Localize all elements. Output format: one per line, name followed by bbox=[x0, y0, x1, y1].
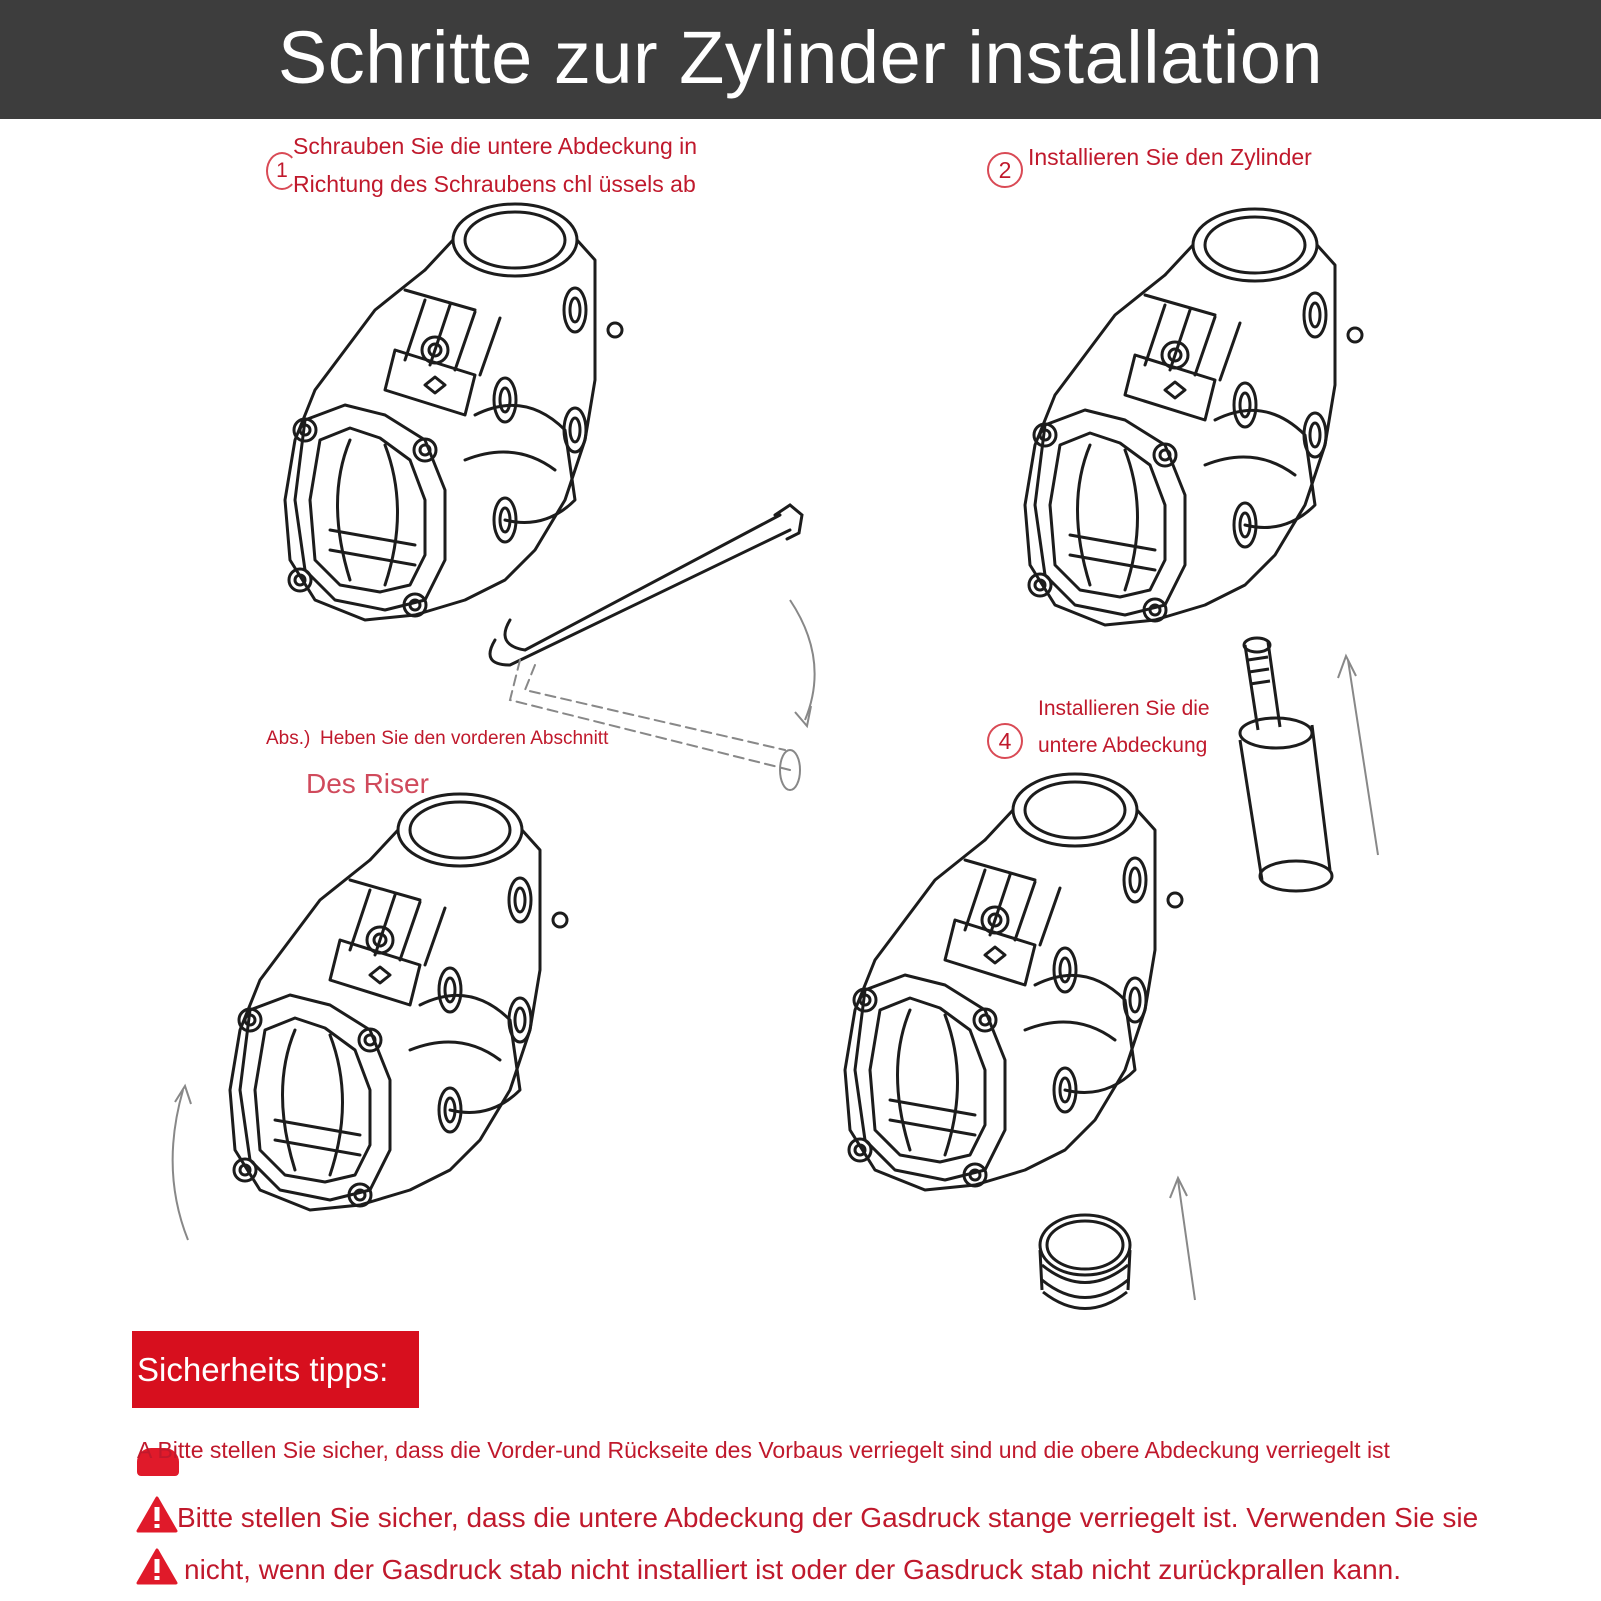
arrow-icon bbox=[790, 600, 815, 720]
step-4-text-line2: untere Abdeckung bbox=[1038, 734, 1208, 757]
stem-illustration-1 bbox=[285, 204, 622, 620]
step-1-text-line1: Schrauben Sie die untere Abdeckung in bbox=[293, 133, 698, 159]
step-4-text-line1: Installieren Sie die bbox=[1038, 697, 1210, 720]
stem-illustration-4 bbox=[845, 774, 1182, 1190]
step-1-text-line2: Richtung des Schraubens chl üssels ab bbox=[293, 171, 696, 197]
step-number-2: 2 bbox=[987, 152, 1023, 188]
warning-icon bbox=[136, 1548, 178, 1586]
arrow-icon bbox=[1178, 1180, 1195, 1300]
safety-tip-1: A Bitte stellen Sie sicher, dass die Vorder-und Rückseite des Vorbaus verriegelt sind und die obere Abdeckung verriegelt ist bbox=[137, 1437, 1390, 1463]
step-3-text: Heben Sie den vorderen Abschnitt bbox=[320, 728, 609, 749]
stem-illustration-2 bbox=[1025, 209, 1362, 625]
stem-illustration-3 bbox=[230, 794, 567, 1210]
arrow-icon bbox=[1348, 660, 1378, 855]
safety-tip-2: Bitte stellen Sie sicher, dass die untere Abdeckung der Gasdruck stange verriegelt ist. Verwenden Sie sie bbox=[177, 1502, 1479, 1533]
page-title: Schritte zur Zylinder installation bbox=[277, 16, 1324, 99]
warning-icon bbox=[136, 1496, 178, 1534]
bottom-cap-icon bbox=[1040, 1215, 1130, 1309]
step-number-1: 1 bbox=[266, 152, 298, 190]
safety-tips-title: Sicherheits tipps: bbox=[132, 1331, 419, 1408]
step-number-4: 4 bbox=[987, 723, 1023, 759]
gas-cylinder-icon bbox=[1240, 638, 1332, 891]
arrow-icon bbox=[173, 1090, 188, 1240]
step-2-text: Installieren Sie den Zylinder bbox=[1028, 144, 1312, 170]
step-3-prefix: Abs.) bbox=[266, 728, 311, 749]
safety-tip-3: nicht, wenn der Gasdruck stab nicht installiert ist oder der Gasdruck stab nicht zurückprallen kann. bbox=[184, 1554, 1402, 1585]
step-3-subtext: Des Riser bbox=[306, 768, 429, 799]
